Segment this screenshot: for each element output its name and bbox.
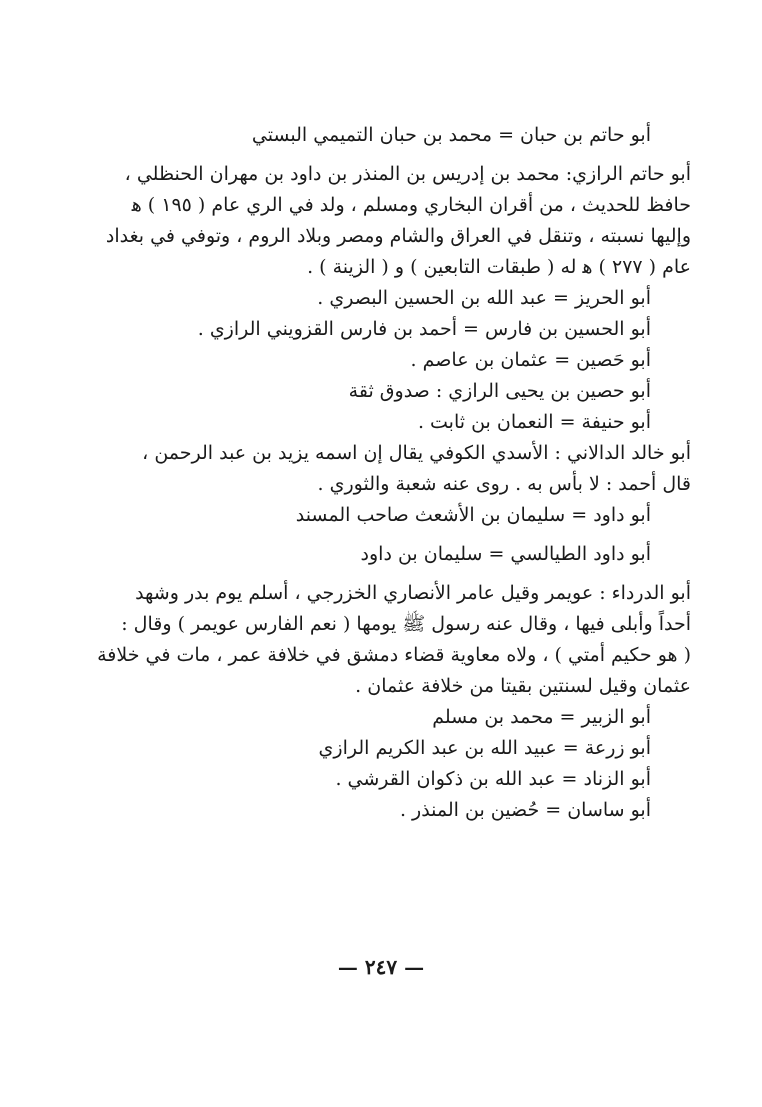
entry-line-8: أبو حَصين = عثمان بن عاصم . — [410, 349, 651, 371]
entry-line-7: أبو الحسين بن فارس = أحمد بن فارس القزويني الرازي . — [197, 318, 651, 340]
entry-line-1: أبو حاتم بن حبان = محمد بن حبان التميمي البستي — [251, 124, 651, 146]
page-number: — ٢٤٧ — — [337, 955, 425, 979]
entry-line-11: أبو خالد الدالاني : الأسدي الكوفي يقال إن اسمه يزيد بن عبد الرحمن ، — [142, 442, 691, 464]
entry-line-16: أحداً وأبلى فيها ، وقال عنه رسول ﷺ يومها ( نعم الفارس عويمر ) وقال : — [121, 613, 691, 635]
entry-line-12: قال أحمد : لا بأس به . روى عنه شعبة والثوري . — [317, 473, 691, 495]
entry-line-15: أبو الدرداء : عويمر وقيل عامر الأنصاري الخزرجي ، أسلم يوم بدر وشهد — [135, 582, 691, 604]
entry-line-21: أبو الزناد = عبد الله بن ذكوان القرشي . — [335, 768, 651, 790]
entry-line-6: أبو الحريز = عبد الله بن الحسين البصري . — [317, 287, 651, 309]
entry-line-19: أبو الزبير = محمد بن مسلم — [432, 706, 651, 728]
entry-line-9: أبو حصين بن يحيى الرازي : صدوق ثقة — [348, 380, 651, 402]
entry-line-17: ( هو حكيم أمتي ) ، ولاه معاوية قضاء دمشق في خلافة عمر ، مات في خلافة — [97, 644, 691, 666]
entry-line-18: عثمان وقيل لسنتين بقيتا من خلافة عثمان . — [355, 675, 691, 697]
entry-line-14: أبو داود الطيالسي = سليمان بن داود — [360, 543, 651, 565]
entry-line-22: أبو ساسان = حُضين بن المنذر . — [399, 799, 651, 821]
entry-line-3: حافظ للحديث ، من أقران البخاري ومسلم ، ولد في الري عام ( ١٩٥ ) ﻫ — [131, 194, 691, 216]
entry-line-2: أبو حاتم الرازي: محمد بن إدريس بن المنذر بن داود بن مهران الحنظلي ، — [124, 163, 691, 185]
entry-line-13: أبو داود = سليمان بن الأشعث صاحب المسند — [295, 504, 651, 526]
entry-line-4: وإليها نسبته ، وتنقل في العراق والشام ومصر وبلاد الروم ، وتوفي في بغداد — [105, 225, 691, 247]
entry-line-10: أبو حنيفة = النعمان بن ثابت . — [417, 411, 651, 433]
page-body-text — [97, 120, 691, 826]
entry-line-5: عام ( ٢٧٧ ) ﻫ له ( طبقات التابعين ) و ( الزينة ) . — [307, 256, 691, 278]
entry-line-20: أبو زرعة = عبيد الله بن عبد الكريم الرازي — [318, 737, 651, 759]
